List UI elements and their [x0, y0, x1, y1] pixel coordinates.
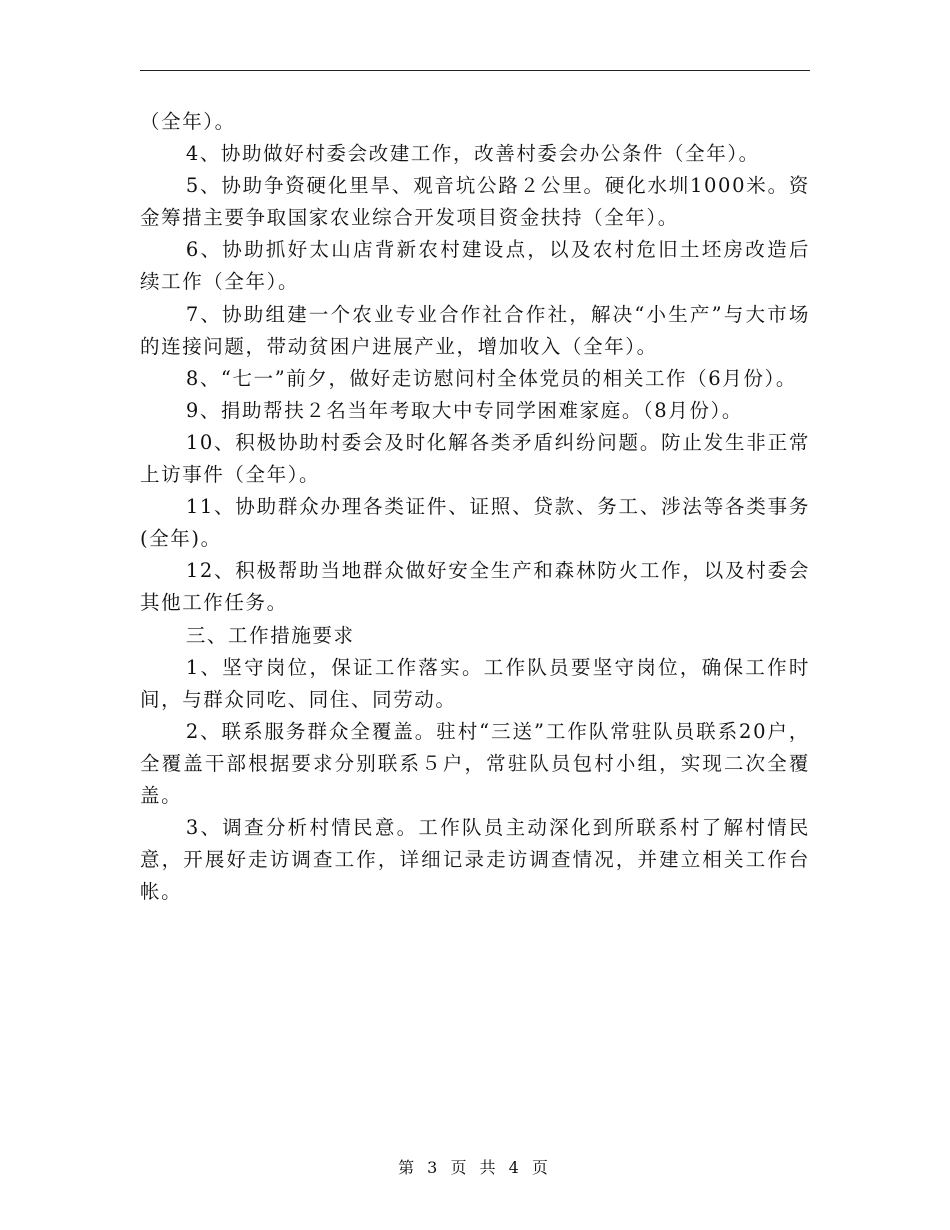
paragraph-item-8: 8、“七一”前夕，做好走访慰问村全体党员的相关工作（6月份）。	[185, 366, 797, 390]
paragraph-item-12: 12、积极帮助当地群众做好安全生产和森林防火工作，以及村委会其他工作任务。	[140, 559, 810, 615]
header-rule	[140, 70, 810, 71]
paragraph-item-10: 10、积极协助村委会及时化解各类矛盾纠纷问题。防止发生非正常上访事件（全年）。	[140, 430, 810, 487]
paragraph-item-6: 6、协助抓好太山店背新农村建设点，以及农村危旧土坯房改造后续工作（全年）。	[140, 238, 810, 294]
document-body	[140, 106, 810, 908]
paragraph-item-5: 5、协助争资硬化里旱、观音坑公路２公里。硬化水圳1000米。资金筹措主要争取国家农业综合开发项目资金扶持（全年）。	[140, 174, 810, 230]
paragraph-item-11: 11、协助群众办理各类证件、证照、贷款、务工、涉法等各类事务(全年)。	[140, 495, 810, 551]
measure-item-3: 3、调查分析村情民意。工作队员主动深化到所联系村了解村情民意，开展好走访调查工作，详细记录走访调查情况，并建立相关工作台帐。	[140, 816, 810, 904]
paragraph-item-4: 4、协助做好村委会改建工作，改善村委会办公条件（全年）。	[185, 142, 760, 166]
paragraph-item-9: 9、捐助帮扶２名当年考取大中专同学困难家庭。（8月份）。	[185, 398, 743, 422]
section-heading: 三、工作措施要求	[185, 623, 355, 647]
paragraph-continuation: （全年）。	[140, 110, 236, 133]
paragraph-item-7: 7、协助组建一个农业专业合作社合作社，解决“小生产”与大市场的连接问题，带动贫困户进展产业，增加收入（全年）。	[140, 302, 810, 358]
measure-item-1: 1、坚守岗位，保证工作落实。工作队员要坚守岗位，确保工作时间，与群众同吃、同住、同劳动。	[140, 655, 810, 711]
page-number-footer: 第 3 页 共 4 页	[398, 1158, 552, 1177]
measure-item-2: 2、联系服务群众全覆盖。驻村“三送”工作队常驻队员联系20户，全覆盖干部根据要求分别联系５户，常驻队员包村小组，实现二次全覆盖。	[140, 719, 810, 807]
